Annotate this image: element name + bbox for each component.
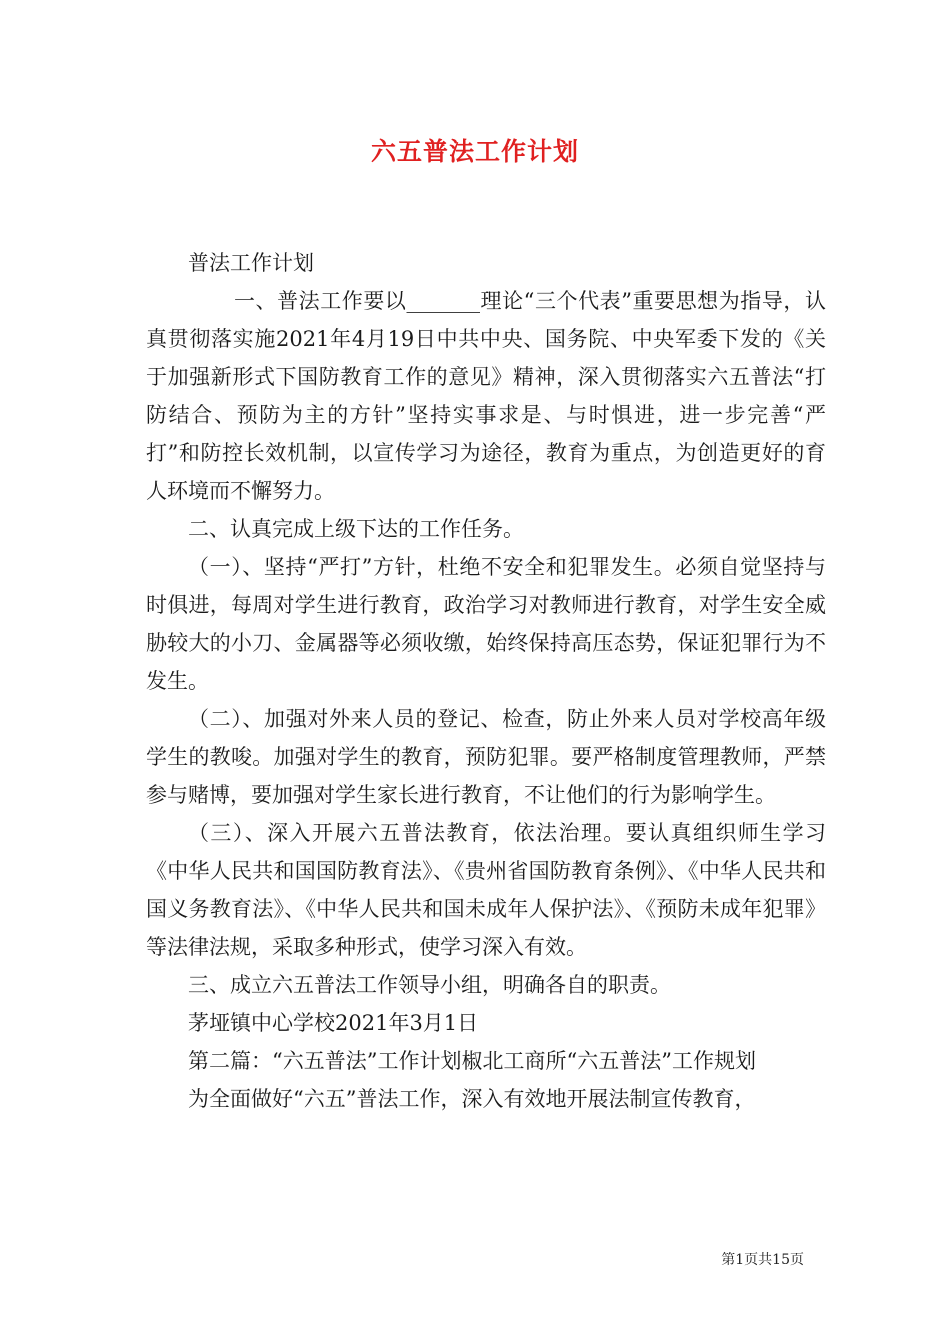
paragraph-3: （一）、坚持“严打”方针，杜绝不安全和犯罪发生。必须自觉坚持与时俱进，每周对学生进行教育，政治学习对教师进行教育，对学生安全威胁较大的小刀、金属器等必须收缴，始终保持高压态势，保证犯罪行为不发生。 [146,555,826,693]
paragraph-6: 三、成立六五普法工作领导小组，明确各自的职责。 [188,973,671,997]
page-number: 第1页共15页 [721,1252,804,1268]
signature-line: 茅垭镇中心学校2021年3月1日 [188,1011,479,1035]
paragraph-8: 第二篇：“六五普法”工作计划椒北工商所“六五普法”工作规划 [188,1049,756,1073]
document-title: 六五普法工作计划 [370,137,579,166]
section-heading: 普法工作计划 [188,251,314,275]
paragraph-1: 一、普法工作要以_______理论“三个代表”重要思想为指导，认真贯彻落实施2021年4月19日中共中央、国务院、中央军委下发的《关于加强新形式下国防教育工作的意见》精神，深入贯彻落实六五普法“打防结合、预防为主的方针”坚持实事求是、与时惧进，进一步完善“严打”和防控长效机制，以宣传学习为途径，教育为重点，为创造更好的育人环境而不懈努力。 [146,289,826,503]
paragraph-5: （三）、深入开展六五普法教育，依法治理。要认真组织师生学习《中华人民共和国国防教育法》、《贵州省国防教育条例》、《中华人民共和国义务教育法》、《中华人民共和国未成年人保护法》、《预防未成年犯罪》等法律法规，采取多种形式，使学习深入有效。 [146,821,826,959]
paragraph-9: 为全面做好“六五”普法工作，深入有效地开展法制宣传教育， [188,1087,756,1111]
paragraph-4: （二）、加强对外来人员的登记、检查，防止外来人员对学校高年级学生的教唆。加强对学生的教育，预防犯罪。要严格制度管理教师，严禁参与赌博，要加强对学生家长进行教育，不让他们的行为影响学生。 [146,707,826,807]
document-body [146,244,826,1118]
paragraph-2: 二、认真完成上级下达的工作任务。 [188,517,524,541]
